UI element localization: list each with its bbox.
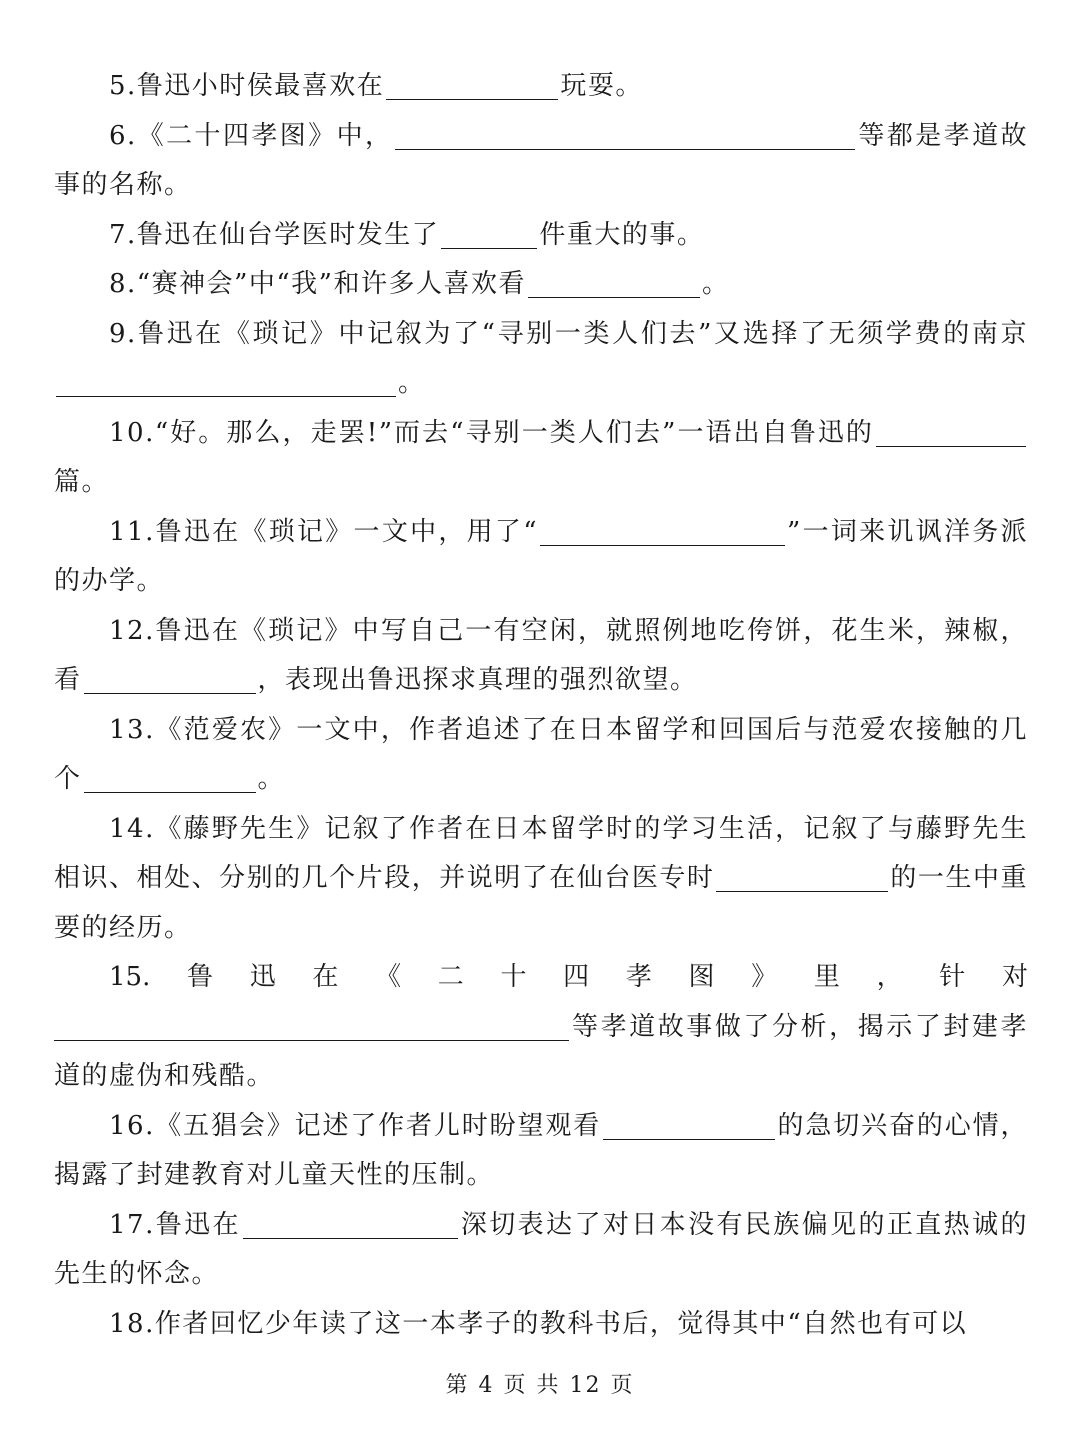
question-text: 件重大的事。 [539, 219, 705, 250]
question-text: 15. [109, 962, 151, 992]
question-8 [54, 260, 1028, 310]
question-text: 里 [813, 962, 840, 992]
question-text: 。 [398, 368, 426, 398]
question-10 [54, 409, 1028, 508]
answer-blank[interactable] [84, 762, 256, 793]
question-text: ”一词来讥讽洋务派的办学。 [54, 516, 1028, 596]
question-text: 图 [688, 962, 715, 992]
answer-blank[interactable] [84, 663, 256, 694]
answer-blank[interactable] [56, 366, 396, 397]
question-16 [54, 1102, 1028, 1201]
page-footer: 第 4 页 共 12 页 [445, 1373, 635, 1398]
question-text: 等孝道故事做了分析，揭示了封建孝道的虚伪和残酷。 [54, 1011, 1028, 1091]
question-text: 18.作者回忆少年读了这一本孝子的教科书后，觉得其中“自然也有可以 [109, 1308, 968, 1339]
question-text: 7.鲁迅在仙台学医时发生了 [109, 219, 440, 250]
worksheet-page [54, 62, 1028, 1349]
question-text: 篇。 [54, 467, 110, 497]
question-text: 11.鲁迅在《琐记》一文中，用了“ [109, 516, 538, 547]
question-15 [54, 953, 1028, 1102]
answer-blank[interactable] [386, 69, 558, 100]
question-text: 深切表达了对日本没有民族偏见的正直热诚的先生的怀念。 [54, 1209, 1028, 1289]
question-text: 13.《范爱农》一文中，作者追述了在日本留学和回国后与范爱农接触的几个 [54, 714, 1028, 794]
question-text: 14.《藤野先生》记叙了作者在日本留学时的学习生活，记叙了与藤野先生相识、相处、分别的几个片段，并说明了在仙台医专时 [54, 813, 1028, 893]
question-9 [54, 310, 1028, 409]
question-text: 的一生中重要的经历。 [54, 863, 1028, 943]
question-text: 二 [437, 962, 464, 992]
answer-blank[interactable] [395, 119, 855, 150]
question-5 [54, 62, 1028, 112]
question-text: 》 [751, 962, 778, 992]
question-text: 鲁 [187, 962, 214, 992]
question-18 [54, 1300, 1028, 1350]
question-text: 十 [500, 962, 527, 992]
answer-blank[interactable] [243, 1208, 458, 1239]
question-text: 孝 [625, 962, 652, 992]
answer-blank[interactable] [54, 1010, 569, 1041]
question-text: 等都是孝道故事的名称。 [54, 120, 1028, 200]
question-15-first-line [54, 953, 1028, 1003]
question-text: 16.《五猖会》记述了作者儿时盼望观看 [109, 1110, 602, 1141]
question-text: 玩耍。 [560, 71, 643, 101]
question-text: ，表现出鲁迅探求真理的强烈欲望。 [257, 665, 698, 695]
question-11 [54, 508, 1028, 607]
question-6 [54, 112, 1028, 211]
question-text: 6.《二十四孝图》中， [109, 120, 394, 151]
question-text: 9.鲁迅在《琐记》中记叙为了“寻别一类人们去”又选择了无须学费的南京 [109, 318, 1028, 349]
question-12 [54, 607, 1028, 706]
question-text: 10.“好。那么，走罢!”而去“寻别一类人们去”一语出自鲁迅的 [109, 417, 874, 448]
question-text: 。 [701, 269, 730, 299]
question-text: 迅 [249, 962, 276, 992]
question-text: 8.“赛神会”中“我”和许多人喜欢看 [109, 269, 526, 299]
question-text: 。 [257, 764, 286, 794]
question-text: 的急切兴奋的心情，揭露了封建教育对儿童天性的压制。 [54, 1110, 1028, 1190]
question-text: 对 [1001, 962, 1028, 992]
question-14 [54, 805, 1028, 954]
question-7 [54, 211, 1028, 261]
answer-blank[interactable] [528, 267, 700, 298]
answer-blank[interactable] [876, 416, 1026, 447]
answer-blank[interactable] [540, 515, 785, 546]
question-13 [54, 706, 1028, 805]
answer-blank[interactable] [441, 218, 537, 249]
question-text: 四 [563, 962, 590, 992]
question-15-rest [54, 1003, 1028, 1102]
answer-blank[interactable] [716, 861, 888, 892]
question-text: 17.鲁迅在 [109, 1209, 241, 1240]
question-17 [54, 1201, 1028, 1300]
question-text: 针 [939, 962, 966, 992]
question-text: 5.鲁迅小时侯最喜欢在 [109, 71, 385, 101]
question-text: 在 [312, 962, 339, 992]
answer-blank[interactable] [603, 1109, 775, 1140]
question-text: 12.鲁迅在《琐记》中写自己一有空闲，就照例地吃侉饼，花生米，辣椒，看 [54, 615, 1028, 695]
question-text: 《 [375, 962, 402, 992]
question-text: ， [876, 962, 903, 992]
